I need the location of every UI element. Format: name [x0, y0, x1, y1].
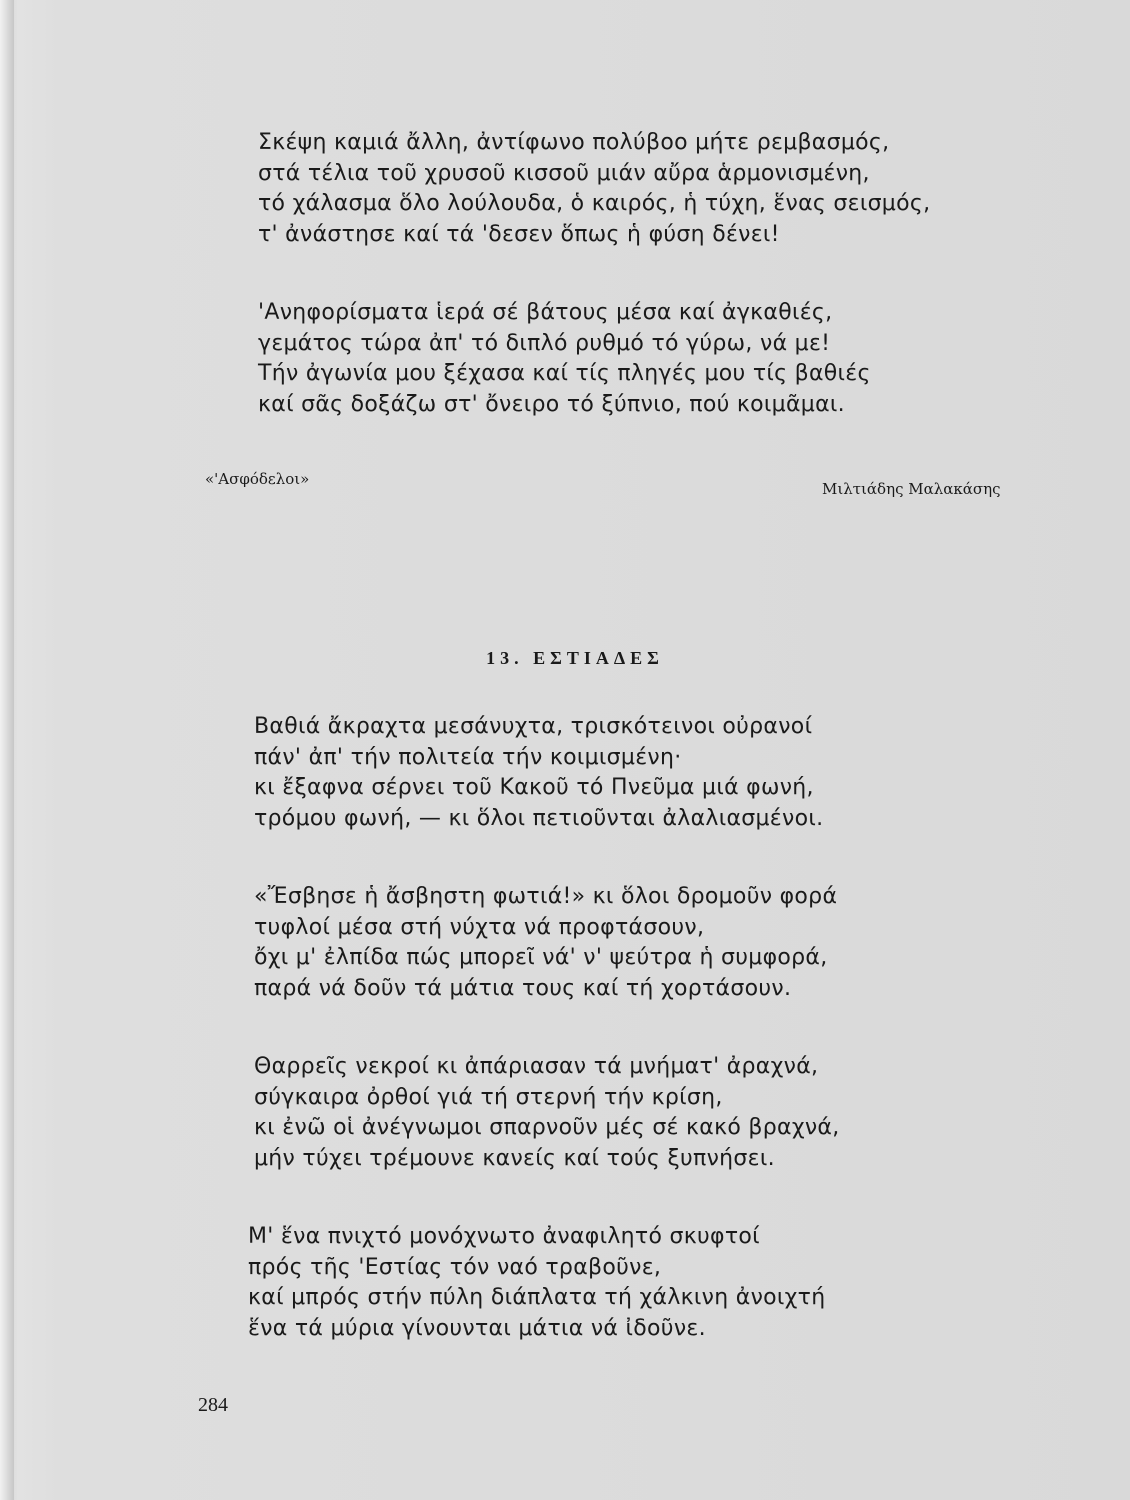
stanza-2: [258, 298, 871, 420]
source-title: «'Ασφόδελοι»: [205, 470, 310, 488]
verse-line: πάν' ἀπ' τήν πολιτεία τήν κοιμισμένη·: [254, 744, 682, 770]
verse-line: πρός τῆς 'Εστίας τόν ναό τραβοῦνε,: [248, 1254, 662, 1280]
verse-line: τρόμου φωνή, — κι ὅλοι πετιοῦνται ἀλαλιασμένοι.: [254, 805, 824, 831]
page-edge: [0, 0, 14, 1500]
page-number: 284: [198, 1394, 228, 1416]
verse-line: τυφλοί μέσα στή νύχτα νά προφτάσουν,: [254, 914, 705, 940]
verse-line: ὄχι μ' ἐλπίδα πώς μπορεῖ νά' ν' ψεύτρα ἡ συμφορά,: [254, 945, 828, 970]
verse-line: Βαθιά ἄκραχτα μεσάνυχτα, τρισκότεινοι οὐρανοί: [254, 714, 813, 739]
author-name: Μιλτιάδης Μαλακάσης: [822, 480, 1001, 498]
verse-line: καί μπρός στήν πύλη διάπλατα τή χάλκινη ἀνοιχτή: [248, 1285, 826, 1310]
verse-line: Τήν ἀγωνία μου ξέχασα καί τίς πληγές μου τίς βαθιές: [258, 361, 871, 386]
verse-line: σύγκαιρα ὀρθοί γιά τή στερνή τήν κρίση,: [254, 1084, 723, 1110]
verse-line: «Ἔσβησε ἡ ἄσβηστη φωτιά!» κι ὅλοι δρομοῦν φορά: [254, 884, 838, 909]
verse-line: ἕνα τά μύρια γίνουνται μάτια νά ἰδοῦνε.: [248, 1315, 706, 1341]
stanza-3: [254, 712, 823, 834]
verse-line: γεμάτος τώρα ἀπ' τό διπλό ρυθμό τό γύρω, νά με!: [258, 330, 831, 356]
verse-line: τ' ἀνάστησε καί τά 'δεσεν ὅπως ἡ φύση δένει!: [258, 221, 780, 247]
verse-line: τό χάλασμα ὅλο λούλουδα, ὁ καιρός, ἡ τύχη, ἕνας σεισμός,: [258, 191, 931, 216]
stanza-4: [254, 882, 837, 1004]
verse-line: Σκέψη καμιά ἄλλη, ἀντίφωνο πολύβοο μήτε ρεμβασμός,: [258, 130, 890, 155]
verse-line: μήν τύχει τρέμουνε κανείς καί τούς ξυπνήσει.: [254, 1145, 775, 1171]
verse-line: καί σᾶς δοξάζω στ' ὄνειρο τό ξύπνιο, πού κοιμᾶμαι.: [258, 391, 845, 417]
verse-line: στά τέλια τοῦ χρυσοῦ κισσοῦ μιάν αὔρα ἁρμονισμένη,: [258, 160, 870, 186]
stanza-5: [254, 1052, 840, 1174]
verse-line: παρά νά δοῦν τά μάτια τους καί τή χορτάσουν.: [254, 975, 792, 1001]
stanza-6: [248, 1222, 825, 1344]
verse-line: κι ἐνῶ οἱ ἀνέγνωμοι σπαρνοῦν μές σέ κακό βραχνά,: [254, 1115, 840, 1140]
verse-line: κι ἔξαφνα σέρνει τοῦ Κακοῦ τό Πνεῦμα μιά φωνή,: [254, 775, 814, 800]
poem-title: 13. ΕΣΤΙΑΔΕΣ: [486, 648, 664, 668]
verse-line: Μ' ἕνα πνιχτό μονόχνωτο ἀναφιλητό σκυφτοί: [248, 1224, 760, 1249]
verse-line: 'Ανηφορίσματα ἱερά σέ βάτους μέσα καί ἀγκαθιές,: [258, 300, 833, 325]
verse-line: Θαρρεῖς νεκροί κι ἀπάριασαν τά μνήματ' ἀραχνά,: [254, 1054, 819, 1079]
stanza-1: [258, 128, 930, 250]
